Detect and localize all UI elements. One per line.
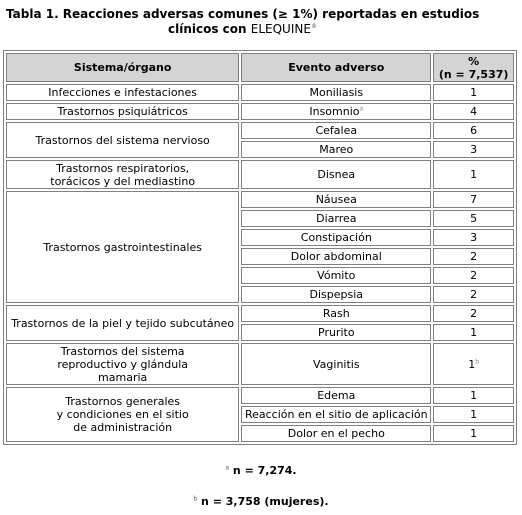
event-cell: Vómito: [241, 267, 431, 284]
percent-text: 1: [468, 357, 476, 371]
system-line: y condiciones en el sitio: [56, 408, 189, 421]
system-cell: [6, 160, 239, 189]
adverse-reactions-table: [3, 50, 517, 445]
system-cell: [6, 343, 239, 385]
system-line: Trastornos generales: [65, 395, 181, 408]
event-cell: Dolor en el pecho: [241, 425, 431, 442]
percent-cell: 2: [433, 305, 514, 322]
percent-cell: 2: [433, 267, 514, 284]
event-cell: [241, 103, 431, 120]
percent-cell: 1: [433, 406, 514, 423]
table-row: [6, 103, 514, 120]
footnote-a-text: n = 7,274.: [229, 464, 297, 477]
title-line-2-text: clínicos con: [168, 22, 247, 36]
percent-cell: 1: [433, 387, 514, 404]
system-line: torácicos y del mediastino: [50, 174, 196, 188]
event-cell: Vaginitis: [241, 343, 431, 385]
table-row: [6, 160, 514, 189]
table-row: [6, 343, 514, 385]
percent-cell: [433, 343, 514, 385]
table-title: [6, 7, 506, 37]
percent-cell: 4: [433, 103, 514, 120]
system-line: de administración: [73, 421, 173, 434]
event-cell: Edema: [241, 387, 431, 404]
system-cell: Infecciones e infestaciones: [6, 84, 239, 101]
event-cell: Disnea: [241, 160, 431, 189]
percent-cell: 1: [433, 84, 514, 101]
event-cell: Diarrea: [241, 210, 431, 227]
brand-name: ELEQUINE: [250, 22, 311, 36]
percent-cell: 1: [433, 425, 514, 442]
event-cell: Prurito: [241, 324, 431, 341]
header-event: Evento adverso: [241, 53, 431, 82]
system-cell: Trastornos del sistema nervioso: [6, 122, 239, 158]
event-cell: Constipación: [241, 229, 431, 246]
event-cell: Rash: [241, 305, 431, 322]
title-line-2: [6, 22, 506, 37]
percent-cell: 2: [433, 248, 514, 265]
event-cell: Moniliasis: [241, 84, 431, 101]
event-text: Insomnio: [309, 105, 360, 118]
header-percent: [433, 53, 514, 82]
title-line-1: Tabla 1. Reacciones adversas comunes (≥ 1%) reportadas en estudios: [6, 7, 480, 21]
header-row: [6, 53, 514, 82]
table-row: [6, 387, 514, 404]
system-cell: Trastornos de la piel y tejido subcutáneo: [6, 305, 239, 341]
event-cell: Mareo: [241, 141, 431, 158]
percent-cell: 3: [433, 141, 514, 158]
system-line: reproductivo y glándula: [57, 357, 188, 371]
event-cell: Dolor abdominal: [241, 248, 431, 265]
registered-mark: ®: [310, 23, 317, 30]
footnote-mark: a: [359, 105, 364, 113]
event-cell: Náusea: [241, 191, 431, 208]
header-percent-n: (n = 7,537): [438, 67, 509, 81]
percent-cell: 6: [433, 122, 514, 139]
table-row: [6, 191, 514, 208]
event-cell: Dispepsia: [241, 286, 431, 303]
system-line: Trastornos respiratorios,: [56, 161, 190, 175]
footnote-b-mark: b: [193, 495, 198, 503]
header-percent-symbol: %: [468, 54, 480, 68]
system-cell: Trastornos psiquiátricos: [6, 103, 239, 120]
percent-cell: 7: [433, 191, 514, 208]
footnote-a: [0, 464, 522, 477]
percent-cell: 2: [433, 286, 514, 303]
footnote-b: [0, 495, 522, 508]
footnote-mark: b: [475, 357, 480, 365]
header-system: Sistema/órgano: [6, 53, 239, 82]
percent-cell: 1: [433, 160, 514, 189]
table-row: [6, 305, 514, 322]
system-line: mamaria: [98, 370, 148, 384]
system-cell: Trastornos gastrointestinales: [6, 191, 239, 303]
percent-cell: 1: [433, 324, 514, 341]
footnote-a-mark: a: [225, 464, 230, 472]
percent-cell: 3: [433, 229, 514, 246]
event-cell: Reacción en el sitio de aplicación: [241, 406, 431, 423]
system-cell: [6, 387, 239, 442]
footnote-b-text: n = 3,758 (mujeres).: [197, 495, 329, 508]
table-row: [6, 122, 514, 139]
event-cell: Cefalea: [241, 122, 431, 139]
system-line: Trastornos del sistema: [60, 344, 185, 358]
percent-cell: 5: [433, 210, 514, 227]
table-row: [6, 84, 514, 101]
